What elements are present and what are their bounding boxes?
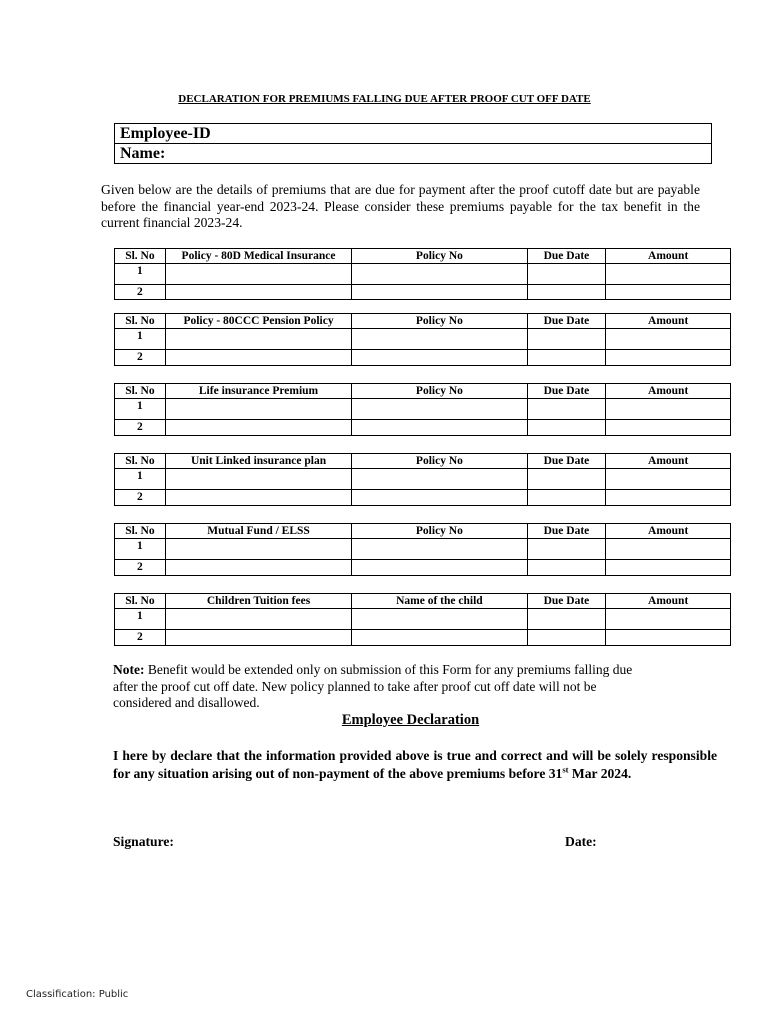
- header-amount: Amount: [606, 594, 731, 609]
- header-policy-no: Policy No: [352, 454, 527, 469]
- table-row: [115, 350, 731, 366]
- header-sl-no: Sl. No: [115, 594, 166, 609]
- header-policy-no: Policy No: [352, 249, 527, 264]
- table-row: [115, 329, 731, 350]
- cell-policy-type[interactable]: [165, 609, 351, 630]
- cell-amount[interactable]: [606, 264, 731, 285]
- cell-policy-no[interactable]: [352, 560, 527, 576]
- header-policy-type: Policy - 80CCC Pension Policy: [165, 314, 351, 329]
- declaration-text: I here by declare that the information provided above is true and correct and will be solely responsible for any situation arising out of non-payment of the above premiums before 31st Mar 2024.: [113, 748, 717, 781]
- cell-policy-no[interactable]: [352, 420, 527, 436]
- table-header-row: [115, 249, 731, 264]
- row-number: 2: [115, 490, 166, 506]
- intro-paragraph: Given below are the details of premiums that are due for payment after the proof cutoff date but are payable before the financial year-end 2023-24. Please consider these premiums payable for the tax benefit in the current financial 2023-24.: [101, 182, 700, 230]
- cell-policy-type[interactable]: [165, 469, 351, 490]
- row-number: 1: [115, 264, 166, 285]
- cell-policy-no[interactable]: [352, 490, 527, 506]
- table-header-row: [115, 594, 731, 609]
- note-line-3: considered and disallowed.: [113, 695, 260, 710]
- note-line-2: after the proof cut off date. New policy planned to take after proof cut off date will not be: [113, 678, 597, 694]
- cell-policy-no[interactable]: [352, 399, 527, 420]
- header-sl-no: Sl. No: [115, 384, 166, 399]
- header-policy-type: Children Tuition fees: [165, 594, 351, 609]
- header-due-date: Due Date: [527, 454, 606, 469]
- header-due-date: Due Date: [527, 384, 606, 399]
- employee-id-label: Employee-ID: [115, 124, 712, 144]
- cell-amount[interactable]: [606, 469, 731, 490]
- cell-amount[interactable]: [606, 560, 731, 576]
- cell-policy-type[interactable]: [165, 264, 351, 285]
- cell-policy-type[interactable]: [165, 285, 351, 300]
- cell-policy-type[interactable]: [165, 399, 351, 420]
- table-row: [115, 285, 731, 300]
- header-policy-no: Policy No: [352, 314, 527, 329]
- row-number: 2: [115, 285, 166, 300]
- table-row: [115, 264, 731, 285]
- table-row: [115, 630, 731, 646]
- header-amount: Amount: [606, 249, 731, 264]
- signature-label: Signature:: [113, 834, 174, 849]
- header-policy-type: Unit Linked insurance plan: [165, 454, 351, 469]
- employee-info-box: [114, 123, 712, 164]
- cell-policy-no[interactable]: [352, 609, 527, 630]
- date-label: Date:: [565, 834, 597, 849]
- row-number: 1: [115, 469, 166, 490]
- cell-policy-no[interactable]: [352, 469, 527, 490]
- cell-due-date[interactable]: [527, 420, 606, 436]
- header-policy-no: Policy No: [352, 524, 527, 539]
- cell-amount[interactable]: [606, 609, 731, 630]
- row-number: 1: [115, 609, 166, 630]
- header-due-date: Due Date: [527, 249, 606, 264]
- declaration-heading: Employee Declaration: [341, 712, 480, 728]
- cell-policy-type[interactable]: [165, 539, 351, 560]
- table-header-row: [115, 384, 731, 399]
- cell-amount[interactable]: [606, 285, 731, 300]
- cell-policy-no[interactable]: [352, 264, 527, 285]
- cell-due-date[interactable]: [527, 350, 606, 366]
- header-sl-no: Sl. No: [115, 249, 166, 264]
- table-row: [115, 420, 731, 436]
- form-title: DECLARATION FOR PREMIUMS FALLING DUE AFTER PROOF CUT OFF DATE: [178, 93, 591, 105]
- cell-policy-no[interactable]: [352, 329, 527, 350]
- cell-policy-type[interactable]: [165, 630, 351, 646]
- header-policy-no: Name of the child: [352, 594, 527, 609]
- cell-amount[interactable]: [606, 539, 731, 560]
- header-policy-type: Mutual Fund / ELSS: [165, 524, 351, 539]
- classification-footer: Classification: Public: [26, 989, 129, 1000]
- header-due-date: Due Date: [527, 594, 606, 609]
- header-sl-no: Sl. No: [115, 524, 166, 539]
- header-due-date: Due Date: [527, 524, 606, 539]
- header-sl-no: Sl. No: [115, 314, 166, 329]
- row-number: 2: [115, 350, 166, 366]
- policy-table: [114, 383, 731, 436]
- cell-policy-no[interactable]: [352, 350, 527, 366]
- cell-due-date[interactable]: [527, 490, 606, 506]
- cell-due-date[interactable]: [527, 285, 606, 300]
- cell-policy-no[interactable]: [352, 539, 527, 560]
- cell-due-date[interactable]: [527, 539, 606, 560]
- row-number: 1: [115, 539, 166, 560]
- note-label: Note:: [113, 662, 145, 677]
- header-policy-type: Policy - 80D Medical Insurance: [165, 249, 351, 264]
- cell-amount[interactable]: [606, 630, 731, 646]
- cell-policy-no[interactable]: [352, 630, 527, 646]
- row-number: 2: [115, 560, 166, 576]
- cell-due-date[interactable]: [527, 630, 606, 646]
- row-number: 2: [115, 630, 166, 646]
- table-row: [115, 539, 731, 560]
- note-paragraph: [113, 662, 693, 712]
- cell-amount[interactable]: [606, 399, 731, 420]
- cell-amount[interactable]: [606, 329, 731, 350]
- note-line-1: Benefit would be extended only on submission of this Form for any premiums falling due: [144, 662, 633, 677]
- table-row: [115, 609, 731, 630]
- table-row: [115, 560, 731, 576]
- cell-policy-type[interactable]: [165, 350, 351, 366]
- cell-policy-type[interactable]: [165, 420, 351, 436]
- cell-due-date[interactable]: [527, 329, 606, 350]
- row-number: 1: [115, 329, 166, 350]
- policy-table: [114, 593, 731, 646]
- cell-due-date[interactable]: [527, 399, 606, 420]
- cell-amount[interactable]: [606, 350, 731, 366]
- header-amount: Amount: [606, 314, 731, 329]
- cell-due-date[interactable]: [527, 560, 606, 576]
- header-amount: Amount: [606, 384, 731, 399]
- policy-table: [114, 248, 731, 300]
- table-header-row: [115, 454, 731, 469]
- cell-policy-type[interactable]: [165, 490, 351, 506]
- cell-due-date[interactable]: [527, 609, 606, 630]
- header-policy-type: Life insurance Premium: [165, 384, 351, 399]
- cell-amount[interactable]: [606, 420, 731, 436]
- header-due-date: Due Date: [527, 314, 606, 329]
- table-row: [115, 469, 731, 490]
- employee-name-label: Name:: [115, 144, 712, 164]
- table-header-row: [115, 314, 731, 329]
- header-amount: Amount: [606, 454, 731, 469]
- policy-table: [114, 453, 731, 506]
- table-header-row: [115, 524, 731, 539]
- cell-policy-type[interactable]: [165, 329, 351, 350]
- row-number: 2: [115, 420, 166, 436]
- cell-amount[interactable]: [606, 490, 731, 506]
- policy-table: [114, 523, 731, 576]
- cell-due-date[interactable]: [527, 264, 606, 285]
- row-number: 1: [115, 399, 166, 420]
- cell-due-date[interactable]: [527, 469, 606, 490]
- policy-table: [114, 313, 731, 366]
- header-amount: Amount: [606, 524, 731, 539]
- table-row: [115, 399, 731, 420]
- header-policy-no: Policy No: [352, 384, 527, 399]
- cell-policy-no[interactable]: [352, 285, 527, 300]
- header-sl-no: Sl. No: [115, 454, 166, 469]
- cell-policy-type[interactable]: [165, 560, 351, 576]
- table-row: [115, 490, 731, 506]
